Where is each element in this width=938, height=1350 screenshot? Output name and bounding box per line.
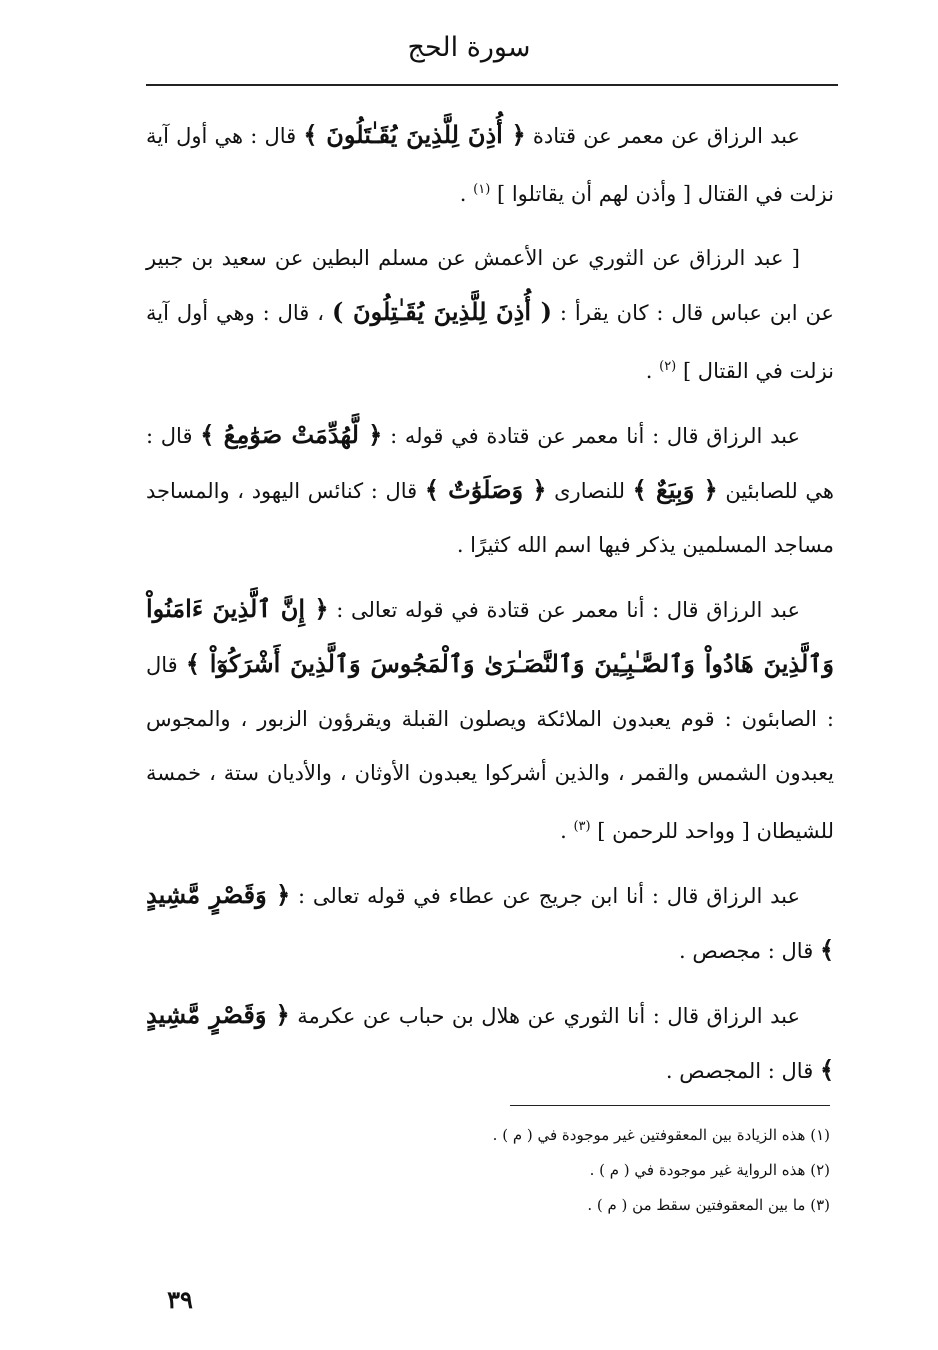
narration-text: عبد الرزاق عن معمر عن قتادة: [532, 124, 800, 148]
narration-text: قال : الصابئون : قوم يعبدون الملائكة ويصلون القبلة ويقرؤون الزبور ، والمجوس يعبدون الشمس والقمر ، والذين أشركوا يعبدون الأوثان ، والأديان ستة ، خمسة للشيطان [ وواحد للرحمن ]: [146, 653, 834, 843]
footnote-reference: (١): [473, 182, 491, 197]
quran-verse: ﴿ لَّهُدِّمَتْ صَوَٰمِعُ ﴾: [200, 420, 383, 449]
quran-verse: ﴿ وَصَلَوَٰتٌ ﴾: [424, 475, 547, 504]
quran-verse: ﴿ وَقَصْرٍ مَّشِيدٍ ﴾: [146, 1000, 834, 1084]
paragraph-3: [146, 408, 834, 572]
header-divider: [146, 84, 838, 86]
paragraph-1: [146, 108, 834, 221]
narration-text: قال : هي أول آية نزلت في القتال [ وأذن لهم أن يقاتلوا ]: [146, 124, 834, 206]
paragraph-5: [146, 868, 834, 978]
footnote-2: (٢) هذه الرواية غير موجودة في ( م ) .: [589, 1161, 830, 1179]
page-header-title: سورة الحج: [407, 32, 531, 63]
quran-verse: ﴿ وَقَصْرٍ مَّشِيدٍ ﴾: [146, 880, 834, 964]
narration-text: عبد الرزاق قال : أنا معمر عن قتادة في قوله تعالى :: [336, 598, 800, 622]
quran-verse: ﴿ أُذِنَ لِلَّذِينَ يُقَـٰتَلُونَ ﴾: [303, 120, 526, 149]
page-number: ٣٩: [167, 1285, 193, 1314]
quran-verse: ﴿ وَبِيَعٌ ﴾: [632, 475, 718, 504]
narration-text: قال : هي للصابئين: [146, 424, 834, 503]
narration-text: قال : المجصص .: [665, 1059, 814, 1083]
punctuation: .: [560, 819, 567, 843]
main-text: [146, 108, 834, 1108]
footnotes: [300, 1118, 830, 1223]
footnote-reference: (٣): [573, 819, 591, 834]
footnote-reference: (٢): [659, 359, 677, 374]
paragraph-6: [146, 988, 834, 1098]
punctuation: .: [645, 359, 653, 383]
paragraph-4: [146, 582, 834, 858]
footnote-divider: [510, 1105, 830, 1106]
footnote-3: (٣) ما بين المعقوفتين سقط من ( م ) .: [587, 1196, 830, 1214]
punctuation: .: [459, 182, 467, 206]
narration-text: [ عبد الرزاق عن الثوري عن الأعمش عن مسلم البطين عن سعيد بن جبير عن ابن عباس قال : كان يقرأ :: [146, 246, 834, 325]
narration-text: للنصارى: [554, 479, 625, 503]
narration-text: قال : كنائس اليهود ، والمساجد مساجد المسلمين يذكر فيها اسم الله كثيرًا .: [146, 479, 834, 557]
quran-verse: ( أُذِنَ لِلَّذِينَ يُقَـٰتِلُونَ ): [331, 297, 552, 326]
narration-text: ، قال : وهي أول آية نزلت في القتال ]: [146, 301, 834, 383]
paragraph-2: [146, 231, 834, 398]
narration-text: عبد الرزاق قال : أنا معمر عن قتادة في قوله :: [390, 424, 800, 448]
quran-verse: ﴿ إِنَّ ٱلَّذِينَ ءَامَنُواْ وَٱلَّذِينَ هَادُواْ وَٱلصَّـٰبِـِٔينَ وَٱلنَّصَـٰرَىٰ وَٱلْمَجُوسَ وَٱلَّذِينَ أَشْرَكُوٓاْ ﴾: [146, 594, 834, 678]
narration-text: عبد الرزاق قال : أنا الثوري عن هلال بن حباب عن عكرمة: [297, 1004, 801, 1028]
footnote-1: (١) هذه الزيادة بين المعقوفتين غير موجودة في ( م ) .: [492, 1126, 830, 1144]
narration-text: عبد الرزاق قال : أنا ابن جريج عن عطاء في قوله تعالى :: [298, 884, 800, 908]
narration-text: قال : مجصص .: [679, 939, 814, 963]
